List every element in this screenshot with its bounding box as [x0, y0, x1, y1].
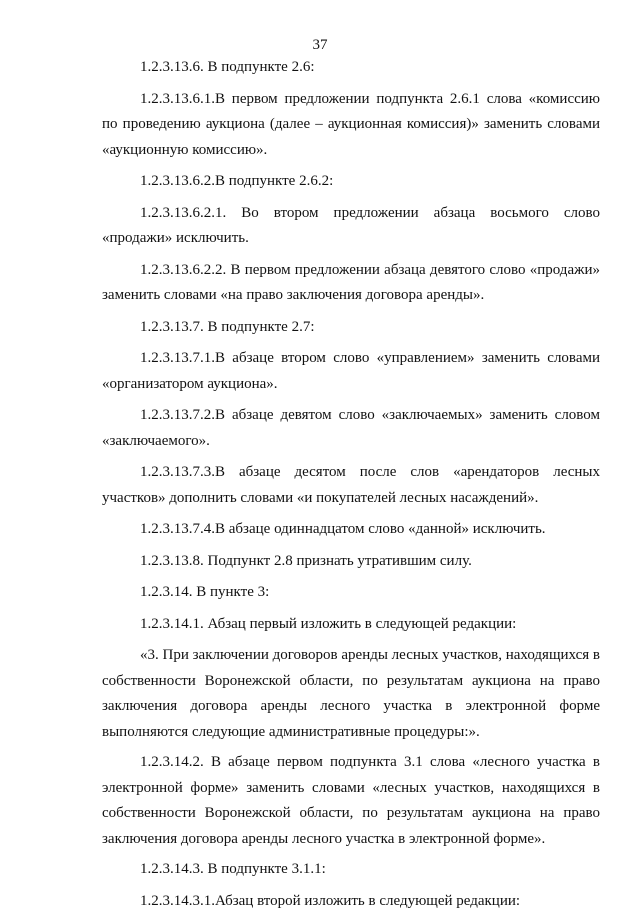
paragraph: 1.2.3.13.7.3.В абзаце десятом после слов «арендаторов лесных участков» дополнить словами «и покупателей лесных насаждений». — [102, 464, 600, 506]
paragraph: 1.2.3.13.6.1.В первом предложении подпункта 2.6.1 слова «комиссию по проведению аукциона (далее – аукционная комиссия)» заменить словами «аукционную комиссию». — [102, 90, 600, 158]
paragraph: 1.2.3.14.3.1.Абзац второй изложить в следующей редакции: — [140, 892, 521, 909]
paragraph: 1.2.3.14.1. Абзац первый изложить в следующей редакции: — [140, 615, 517, 632]
paragraph: 1.2.3.13.6.2.1. Во втором предложении абзаца восьмого слово «продажи» исключить. — [102, 204, 600, 246]
quoted-paragraph: «3. При заключении договоров аренды лесных участков, находящихся в собственности Воронежской области, по результатам аукциона на право заключения договора аренды лесного участка в электронной форме выполняются следующие административные процедуры:». — [102, 647, 600, 740]
paragraph: 1.2.3.13.7. В подпункте 2.7: — [140, 318, 315, 335]
paragraph: 1.2.3.13.7.2.В абзаце девятом слово «заключаемых» заменить словом «заключаемого». — [102, 407, 600, 449]
paragraph: 1.2.3.14. В пункте 3: — [140, 584, 270, 600]
paragraph: 1.2.3.13.6.2.В подпункте 2.6.2: — [140, 173, 334, 189]
document-body — [102, 55, 600, 920]
paragraph: 1.2.3.13.7.4.В абзаце одиннадцатом слово «данной» исключить. — [140, 521, 546, 537]
page-number: 37 — [312, 37, 328, 53]
paragraph: 1.2.3.13.8. Подпункт 2.8 признать утратившим силу. — [140, 552, 472, 569]
paragraph: 1.2.3.13.6. В подпункте 2.6: — [140, 59, 315, 75]
paragraph: 1.2.3.14.2. В абзаце первом подпункта 3.1 слова «лесного участка в электронной форме» заменить словами «лесных участков, находящихся в собственности Воронежской области, по результатам аукциона на право заключения договора аренды лесного участка в электронной форме». — [102, 754, 600, 847]
paragraph: 1.2.3.13.7.1.В абзаце втором слово «управлением» заменить словами «организатором аукциона». — [102, 350, 600, 392]
paragraph: 1.2.3.14.3. В подпункте 3.1.1: — [140, 861, 326, 877]
paragraph: 1.2.3.13.6.2.2. В первом предложении абзаца девятого слово «продажи» заменить словами «на право заключения договора аренды». — [102, 261, 600, 303]
